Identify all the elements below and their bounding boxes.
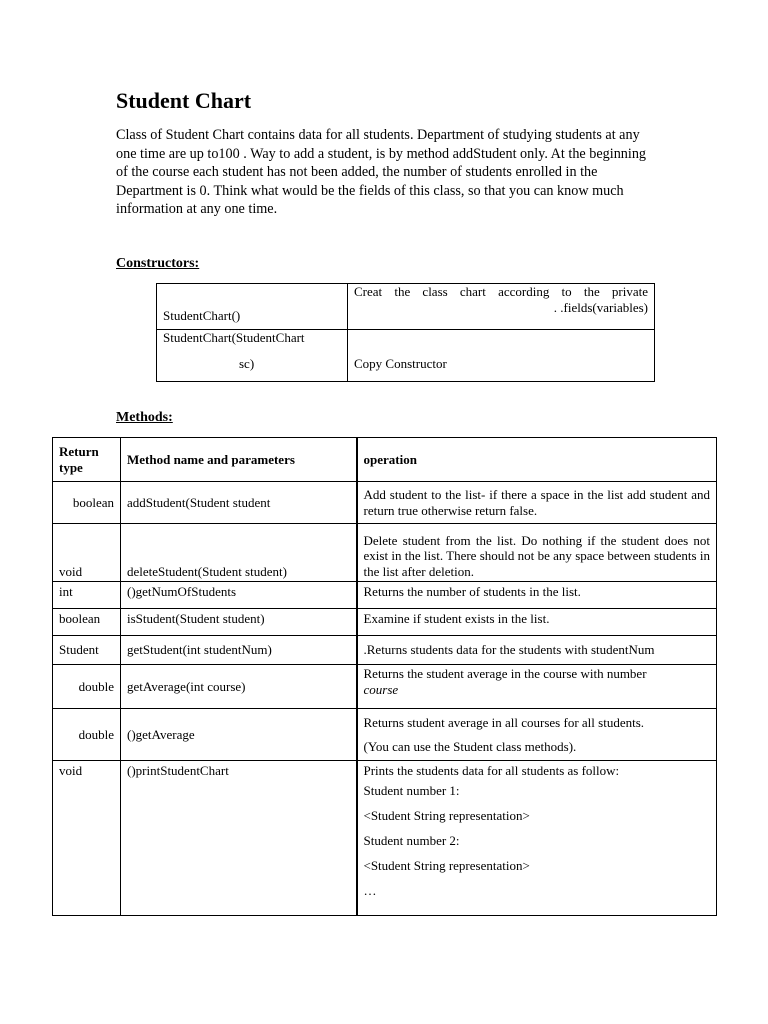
return-type-cell: boolean [53,482,121,524]
operation-cell [357,665,717,709]
column-header-operation: operation [357,438,717,482]
method-name-cell: ()getNumOfStudents [121,582,357,609]
constructor-name: StudentChart() [157,284,348,330]
operation-cell: Delete student from the list. Do nothing if the student does not exist in the list. There should not be any space between students in the list after deletion. [357,524,717,582]
constructor-description [348,284,655,330]
operation-cell: Returns the number of students in the list. [357,582,717,609]
operation-text: Student number 1: [363,783,460,798]
method-name-cell: getStudent(int studentNum) [121,636,357,665]
table-row [53,665,717,709]
method-name-cell: getAverage(int course) [121,665,357,709]
operation-cell [357,709,717,761]
operation-cell [357,761,717,916]
operation-text: <Student String representation> [363,858,530,873]
constructor-description: Copy Constructor [348,330,655,382]
column-header-return-type: Return type [53,438,121,482]
methods-heading: Methods: [116,410,173,425]
return-type-cell: void [53,761,121,916]
operation-text: (You can use the Student class methods). [363,739,577,754]
intro-paragraph: Class of Student Chart contains data for all students. Department of studying students at any one time are up to100 . Way to add a student, is by method addStudent only. At the beginning of the course each student has not been added, the number of students enrolled in the Department is 0. Think what would be the fields of this class, so that you can know much information at any one time. [116,127,647,218]
table-row [53,582,717,609]
method-name-cell: ()printStudentChart [121,761,357,916]
constructor-description-line: Creat the class chart according to the private [354,284,648,299]
operation-cell: Examine if student exists in the list. [357,609,717,636]
method-name-cell: isStudent(Student student) [121,609,357,636]
table-row [157,330,655,382]
operation-text: Returns the student average in the course with number [363,666,647,681]
constructors-heading: Constructors: [116,256,200,271]
return-type-cell: void [53,524,121,582]
column-header-method-name: Method name and parameters [121,438,357,482]
return-type-cell: boolean [53,609,121,636]
operation-text: <Student String representation> [363,808,530,823]
table-row [53,761,717,916]
constructor-name-line: sc) [239,355,255,371]
method-name-cell: ()getAverage [121,709,357,761]
return-type-cell: double [53,709,121,761]
constructor-name [157,330,348,382]
constructor-description-line: . .fields(variables) [553,299,648,315]
table-row [53,524,717,582]
constructor-name-line: StudentChart(StudentChart [163,330,305,345]
table-header-row [53,438,717,482]
operation-cell: Add student to the list- if there a space in the list add student and return true otherwise return false. [357,482,717,524]
operation-cell: .Returns students data for the students with studentNum [357,636,717,665]
page-title: Student Chart [116,88,252,113]
operation-text: Student number 2: [363,833,460,848]
constructors-table [156,283,655,382]
operation-italic-text: course [363,681,399,697]
return-type-cell: int [53,582,121,609]
table-row [53,709,717,761]
method-name-cell: deleteStudent(Student student) [121,524,357,582]
table-row [53,609,717,636]
operation-text: Returns student average in all courses for all students. [363,714,645,730]
table-row [53,482,717,524]
method-name-cell: addStudent(Student student [121,482,357,524]
table-row [53,636,717,665]
methods-table [52,437,717,916]
return-type-cell: Student [53,636,121,665]
table-row [157,284,655,330]
operation-text: … [363,883,377,898]
return-type-cell: double [53,665,121,709]
operation-text: Prints the students data for all students as follow: [363,763,620,778]
